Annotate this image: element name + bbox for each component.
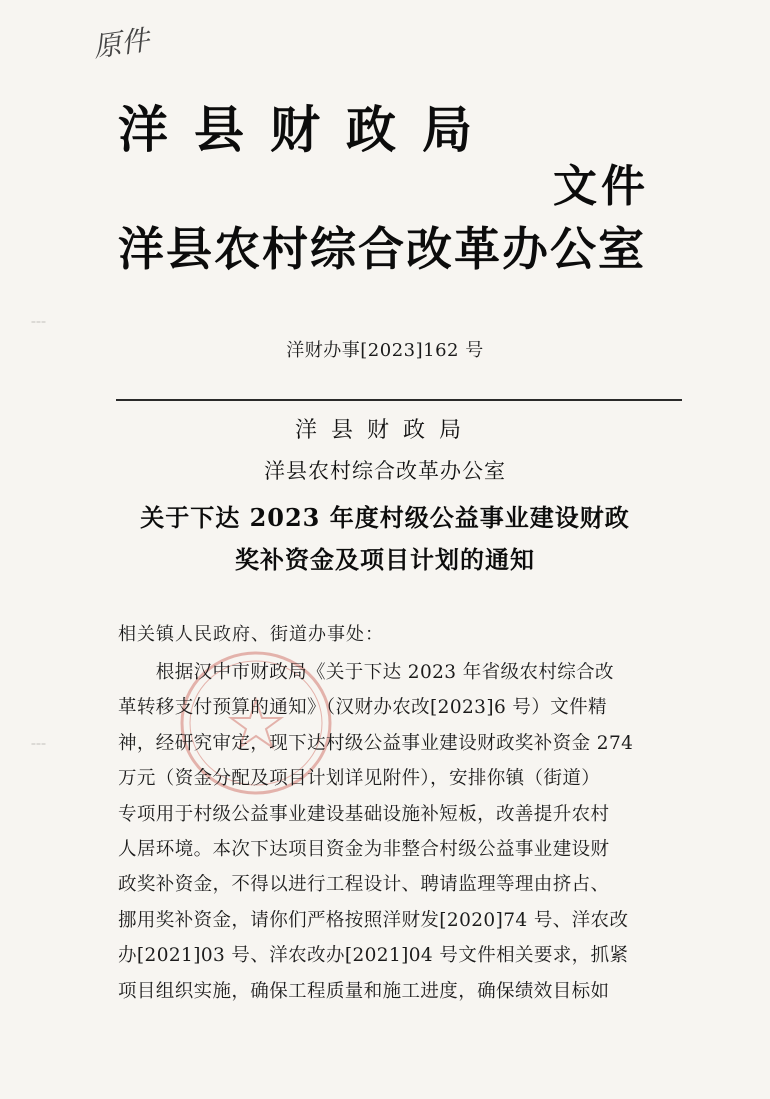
margin-mark: ┆ — [30, 740, 45, 748]
body-paragraph-line: 根据汉中市财政局《关于下达 2023 年省级农村综合改 — [118, 662, 614, 683]
issuer-suffix: 文件 — [553, 161, 649, 212]
body-paragraph-line: 神，经研究审定，现下达村级公益事业建设财政奖补资金 274 — [118, 732, 634, 754]
notice-title-line-2: 奖补资金及项目计划的通知 — [235, 545, 535, 574]
salutation: 相关镇人民政府、街道办事处： — [118, 624, 384, 645]
header-divider — [116, 399, 682, 401]
body-paragraph-line: 专项用于村级公益事业建设基础设施补短板，改善提升农村 — [118, 803, 610, 825]
body-paragraph-line: 项目组织实施，确保工程质量和施工进度，确保绩效目标如 — [118, 980, 610, 1002]
notice-title-line-1: 关于下达 2023 年度村级公益事业建设财政 — [140, 503, 630, 532]
document-number: 洋财办事[2023]162 号 — [286, 340, 484, 361]
margin-mark: ┆ — [30, 318, 45, 326]
body-paragraph-line: 万元（资金分配及项目计划详见附件），安排你镇（街道） — [118, 768, 601, 790]
department-line-2: 洋县农村综合改革办公室 — [264, 459, 506, 483]
department-line-1: 洋县财政局 — [294, 418, 475, 443]
body-paragraph-line: 挪用奖补资金，请你们严格按照洋财发[2020]74 号、洋农改 — [118, 909, 629, 931]
body-paragraph-line: 人居环境。本次下达项目资金为非整合村级公益事业建设财 — [118, 839, 610, 860]
handwritten-note: 原件 — [91, 23, 152, 64]
body-paragraph-line: 办[2021]03 号、洋农改办[2021]04 号文件相关要求，抓紧 — [118, 945, 629, 967]
issuer-line-1: 洋县财政局 — [118, 101, 498, 159]
body-paragraph-line: 革转移支付预算的通知》（汉财办农改[2023]6 号）文件精 — [118, 697, 607, 719]
issuer-line-2: 洋县农村综合改革办公室 — [118, 222, 646, 276]
body-paragraph-line: 政奖补资金，不得以进行工程设计、聘请监理等理由挤占、 — [118, 874, 610, 896]
